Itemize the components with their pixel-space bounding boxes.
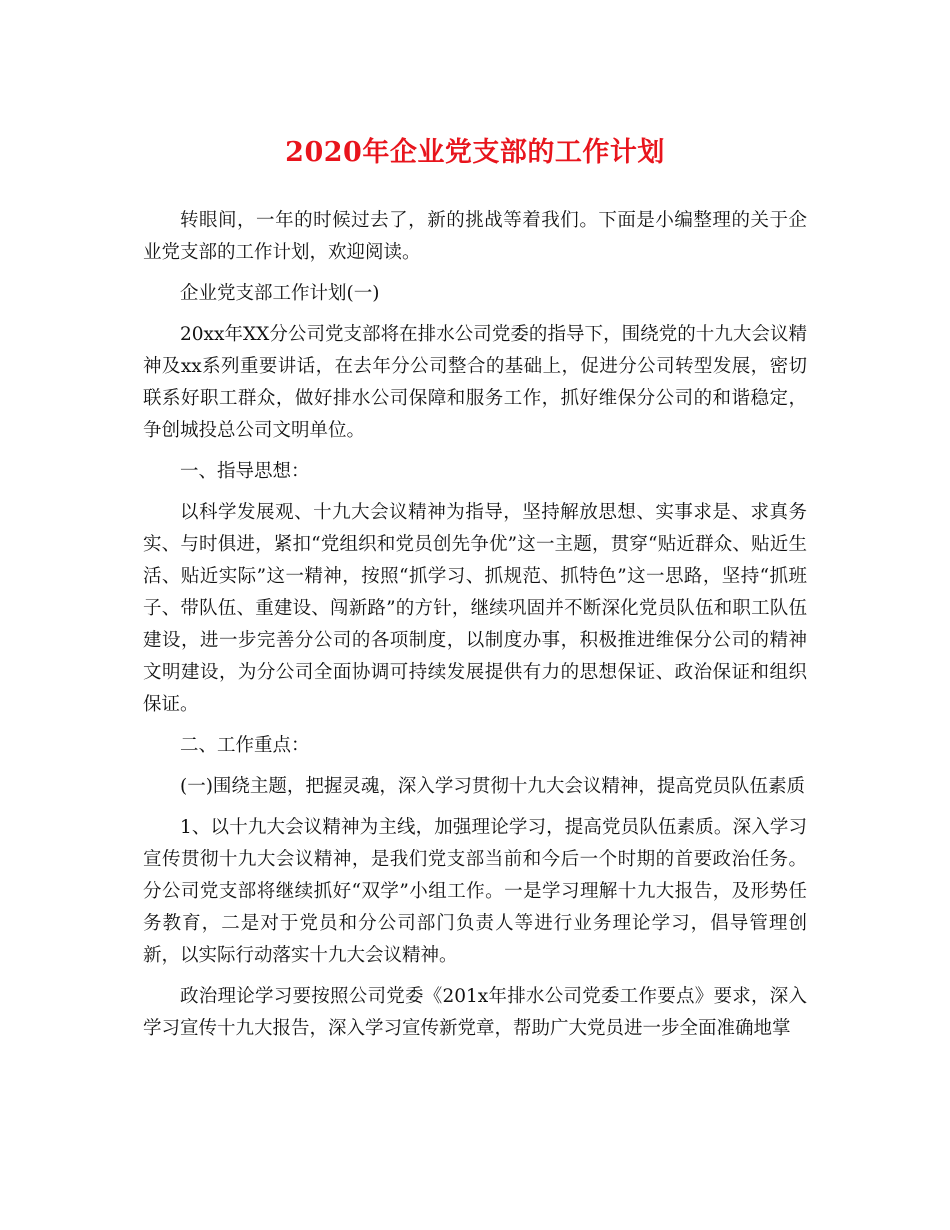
paragraph: 政治理论学习要按照公司党委《201x年排水公司党委工作要点》要求，深入学习宣传十九大报告，深入学习宣传新党章，帮助广大党员进一步全面准确地掌 [143,986,807,1039]
paragraph: 1、以十九大会议精神为主线，加强理论学习，提高党员队伍素质。深入学习宣传贯彻十九大会议精神，是我们党支部当前和今后一个时期的首要政治任务。分公司党支部将继续抓好“双学”小组工作。一是学习理解十九大报告，及形势任务教育，二是对于党员和分公司部门负责人等进行业务理论学习，倡导管理创新，以实际行动落实十九大会议精神。 [143,817,807,966]
document-title: 2020年企业党支部的工作计划 [285,137,665,168]
paragraph: 20xx年XX分公司党支部将在排水公司党委的指导下，围绕党的十九大会议精神及xx系列重要讲话，在去年分公司整合的基础上，促进分公司转型发展，密切联系好职工群众，做好排水公司保障和服务工作，抓好维保分公司的和谐稳定，争创城投总公司文明单位。 [143,324,807,441]
document-body [143,205,807,1054]
section-heading: 企业党支部工作计划(一) [180,283,380,304]
paragraph: 转眼间，一年的时候过去了，新的挑战等着我们。下面是小编整理的关于企业党支部的工作计划，欢迎阅读。 [143,210,807,263]
paragraph: (一)围绕主题，把握灵魂，深入学习贯彻十九大会议精神，提高党员队伍素质 [180,776,805,797]
section-heading: 二、工作重点： [180,735,310,756]
section-heading: 一、指导思想： [180,461,310,482]
paragraph: 以科学发展观、十九大会议精神为指导，坚持解放思想、实事求是、求真务实、与时俱进，紧扣“党组织和党员创先争优”这一主题，贯穿“贴近群众、贴近生活、贴近实际”这一精神，按照“抓学习、抓规范、抓特色”这一思路，坚持“抓班子、带队伍、重建设、闯新路”的方针，继续巩固并不断深化党员队伍和职工队伍建设，进一步完善分公司的各项制度，以制度办事，积极推进维保分公司的精神文明建设，为分公司全面协调可持续发展提供有力的思想保证、政治保证和组织保证。 [143,502,807,715]
